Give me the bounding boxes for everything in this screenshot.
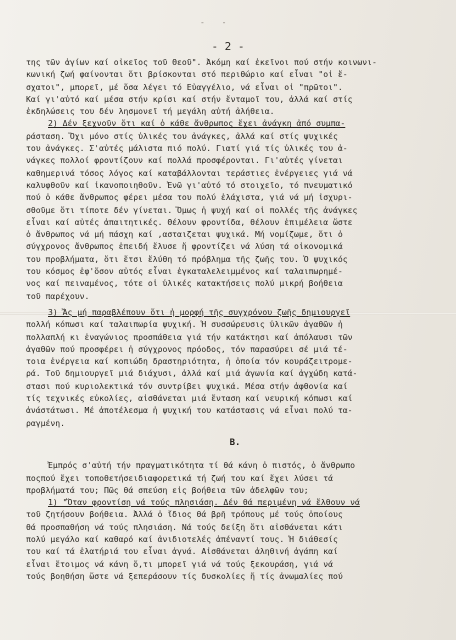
- text-line: κωνική ζωή φαίνονται ὅτι βρίσκονται στό περιθώριο καί εἶναι "οἱ ἔ-: [26, 69, 348, 80]
- text-line: τοῦ ζητήσουν βοήθεια. Ἀλλά ὁ ἴδιος θά βρῆ τρόπους μέ τούς ὁποίους: [26, 509, 343, 520]
- text-line: 1) "Ὅταν φροντίση νά τούς πλησιάση. Δέν θά περιμένη νά ἔλθουν νά: [48, 497, 360, 508]
- paragraph-2: [26, 117, 444, 301]
- text-line: Ἐμπρός σ'αὐτή τήν πραγματικότητα τί θά κάνη ὁ πιστός, ὁ ἄνθρωπο: [48, 460, 355, 471]
- text-line: εἶναι καί αὐτές ἀπαιτητικές. Θέλουν φροντίδα, θέλουν ἐπιμέλεια ὥστε: [26, 216, 353, 227]
- text-line: τούς βοηθήση ὥστε νά ξεπεράσουν τίς δυσκολίες ἤ τίς ἀνωμαλίες πού: [26, 570, 343, 581]
- paragraph-1: [26, 56, 444, 117]
- text-line: τοια ἐνέργεια καί κοπιώδη δραστηριότητα, ἡ ὁποία τόν κουράζειτρομε-: [26, 356, 353, 367]
- text-line: εἶναι ἕτοιμος νά κάνη ὅ,τι μπορεῖ γιά νά τούς ξεκουράση, γιά νά: [26, 558, 333, 569]
- text-line: νάγκες πολλοί φροντίζουν καί πολλά προσφέρονται. Γι'αὐτές γίνεται: [26, 155, 343, 166]
- text-line: 2) Δέν ξεχνοῦν ὅτι καί ὁ κάθε ἄνθρωπος ἔχει ἀνάγκη ἀπό συμπα-: [48, 118, 346, 129]
- text-line: τοῦ παρέχουν.: [26, 290, 90, 301]
- text-line: στασι πού κυριολεκτικά τόν συντρίβει ψυχικά. Μέσα στήν ἀφθονία καί: [26, 380, 348, 391]
- top-marks: - -: [200, 18, 233, 27]
- text-line: ρά. Τοῦ δημιουργεῖ μιά διάχυσι, ἀλλά καί μιά ἀγωνία καί ἀγχώδη κατά-: [26, 368, 358, 379]
- text-line: ἀγαθῶν πού προσφέρει ἡ σύγχρονος πρόοδος, τόν παρασύρει σέ μιά τέ-: [26, 343, 348, 354]
- text-line: ράσταση. Ὄχι μόνο στίς ὑλικές του ἀνάγκες, ἀλλά καί στίς ψυχικές: [26, 130, 338, 141]
- text-line: Καί γι'αὐτό καί μέσα στήν κρίσι καί στήν ἔνταμοῖ του, ἀλλά καί στίς: [26, 93, 353, 104]
- paragraph-3: [26, 306, 444, 429]
- text-line: ποςπού ἔχει τοποθετήσειδιαφορετικά τή ζωή του καί ἔχει λύσει τά: [26, 472, 333, 483]
- text-line: ἀνάστάτωσι. Μέ ἀποτέλεσμα ἡ ψυχική του κατάστασις νά εἶναι πολύ τα-: [26, 405, 353, 416]
- text-line: ραγμένη.: [26, 417, 65, 428]
- text-line: του καί τά ἐλατήριά του εἶναι ἁγνά. Αἰσθάνεται ἀληθινή ἀγάπη καί: [26, 546, 338, 557]
- text-line: τίς τεχνικές εὐκολίες, αἰσθάνεται μιά ἔνταση καί νευρική κόπωσι καί: [26, 393, 353, 404]
- text-line: θά προσπαθήση νά τούς πλησιάση. Νά τούς δείξη ὅτι αἰσθάνεται κάτι: [26, 521, 343, 532]
- text-line: του κόσμος ἐφ'ὅσον αὐτός εἶναι ἐγκαταλελειμμένος καί ταλαιπωρημέ-: [26, 266, 343, 277]
- text-line: ἐκδηλώσεις του δέν λησμονεῖ τή μεγάλη αὐτή ἀλήθεια.: [26, 106, 275, 117]
- text-line: του ἀνάγκες. Σ'αὐτές μάλιστα πιό πολύ. Γιατί γιά τίς ὑλικές του ἀ-: [26, 143, 348, 154]
- text-line: σχατοι", μπορεῖ, μέ ὅσα λέγει τό Εὐαγγέλιο, νά εἶναι οἱ "πρῶτοι".: [26, 81, 343, 92]
- text-line: ὁ ἄνθρωπος νά μή πάσχη καί ,ασταιζεται ψυχικά. Μή νομίζωμε, ὅτι ὁ: [26, 229, 343, 240]
- text-line: σύγχρονος ἄνθρωπος ἐπειδή ἔλυσε ἤ φροντίζει νά λύση τά οἰκονομικά: [26, 241, 343, 252]
- text-line: πού ὁ κάθε ἄνθρωπος φέρει μέσα του πολύ ἐλάχιστα, γιά νά μή ἰσχυρι-: [26, 192, 353, 203]
- section-heading: Β.: [229, 437, 241, 448]
- paragraph-4: [26, 459, 444, 582]
- text-line: καθημερινά τόσος λόγος καί καταβάλλονται τεράστιες ἐνέργειες γιά νά: [26, 167, 353, 178]
- text-line: πολλή κόπωσι καί ταλαιπωρία ψυχική. Ἡ συσσώρευσις ὑλικῶν ἀγαθῶν ἡ: [26, 319, 343, 330]
- body-text: [26, 56, 444, 582]
- text-line: σθοῦμε ὅτι τίποτε δέν γίνεται. Ὅμως ἡ ψυχή καί οἱ πολλές τῆς ἀνάγκες: [26, 204, 358, 215]
- text-line: πολύ μεγάλο καί καθαρό καί ἀνιδιοτελές ἀπέναντί τους. Ἡ διάθεσίς: [26, 533, 338, 544]
- text-line: προβλήματά του; Πῶς θά σπεύση εἰς βοήθεια τῶν ἀδελφῶν του;: [26, 484, 309, 495]
- text-line: πολλαπλή κι ἐναγώνιος προσπάθεια γιά τήν κατάκτησι καί ἀπόλαυσι τῶν: [26, 331, 353, 342]
- text-line: του προβλήματα, ὅτι ἔτσι ἔλύθη τό πρόβλημα τῆς ζωῆς του. Ὁ ψυχικός: [26, 253, 348, 264]
- text-line: 3) Ἄς μή παραβλέπουν ὅτι ἡ μορφή τῆς συγχρόνου ζωῆς δημιουργεῖ: [48, 306, 351, 317]
- text-line: καλυφθοῦν καί ἱκανοποιηθοῦν. Ἐνῶ γι'αὐτό τό στοιχεῖο, τό πνευματικό: [26, 179, 353, 190]
- page-number: - 2 -: [211, 40, 245, 53]
- text-line: της τῶν ἁγίων καί οἰκεῖος τοῦ Θεοῦ". Ἀκόμη καί ἐκεῖνοι πού στήν κοινωνι-: [26, 57, 377, 67]
- text-line: νος καί πειναμένος, τότε οἱ ὑλικές κατακτήσεις πολύ μικρή βοήθεια: [26, 278, 343, 289]
